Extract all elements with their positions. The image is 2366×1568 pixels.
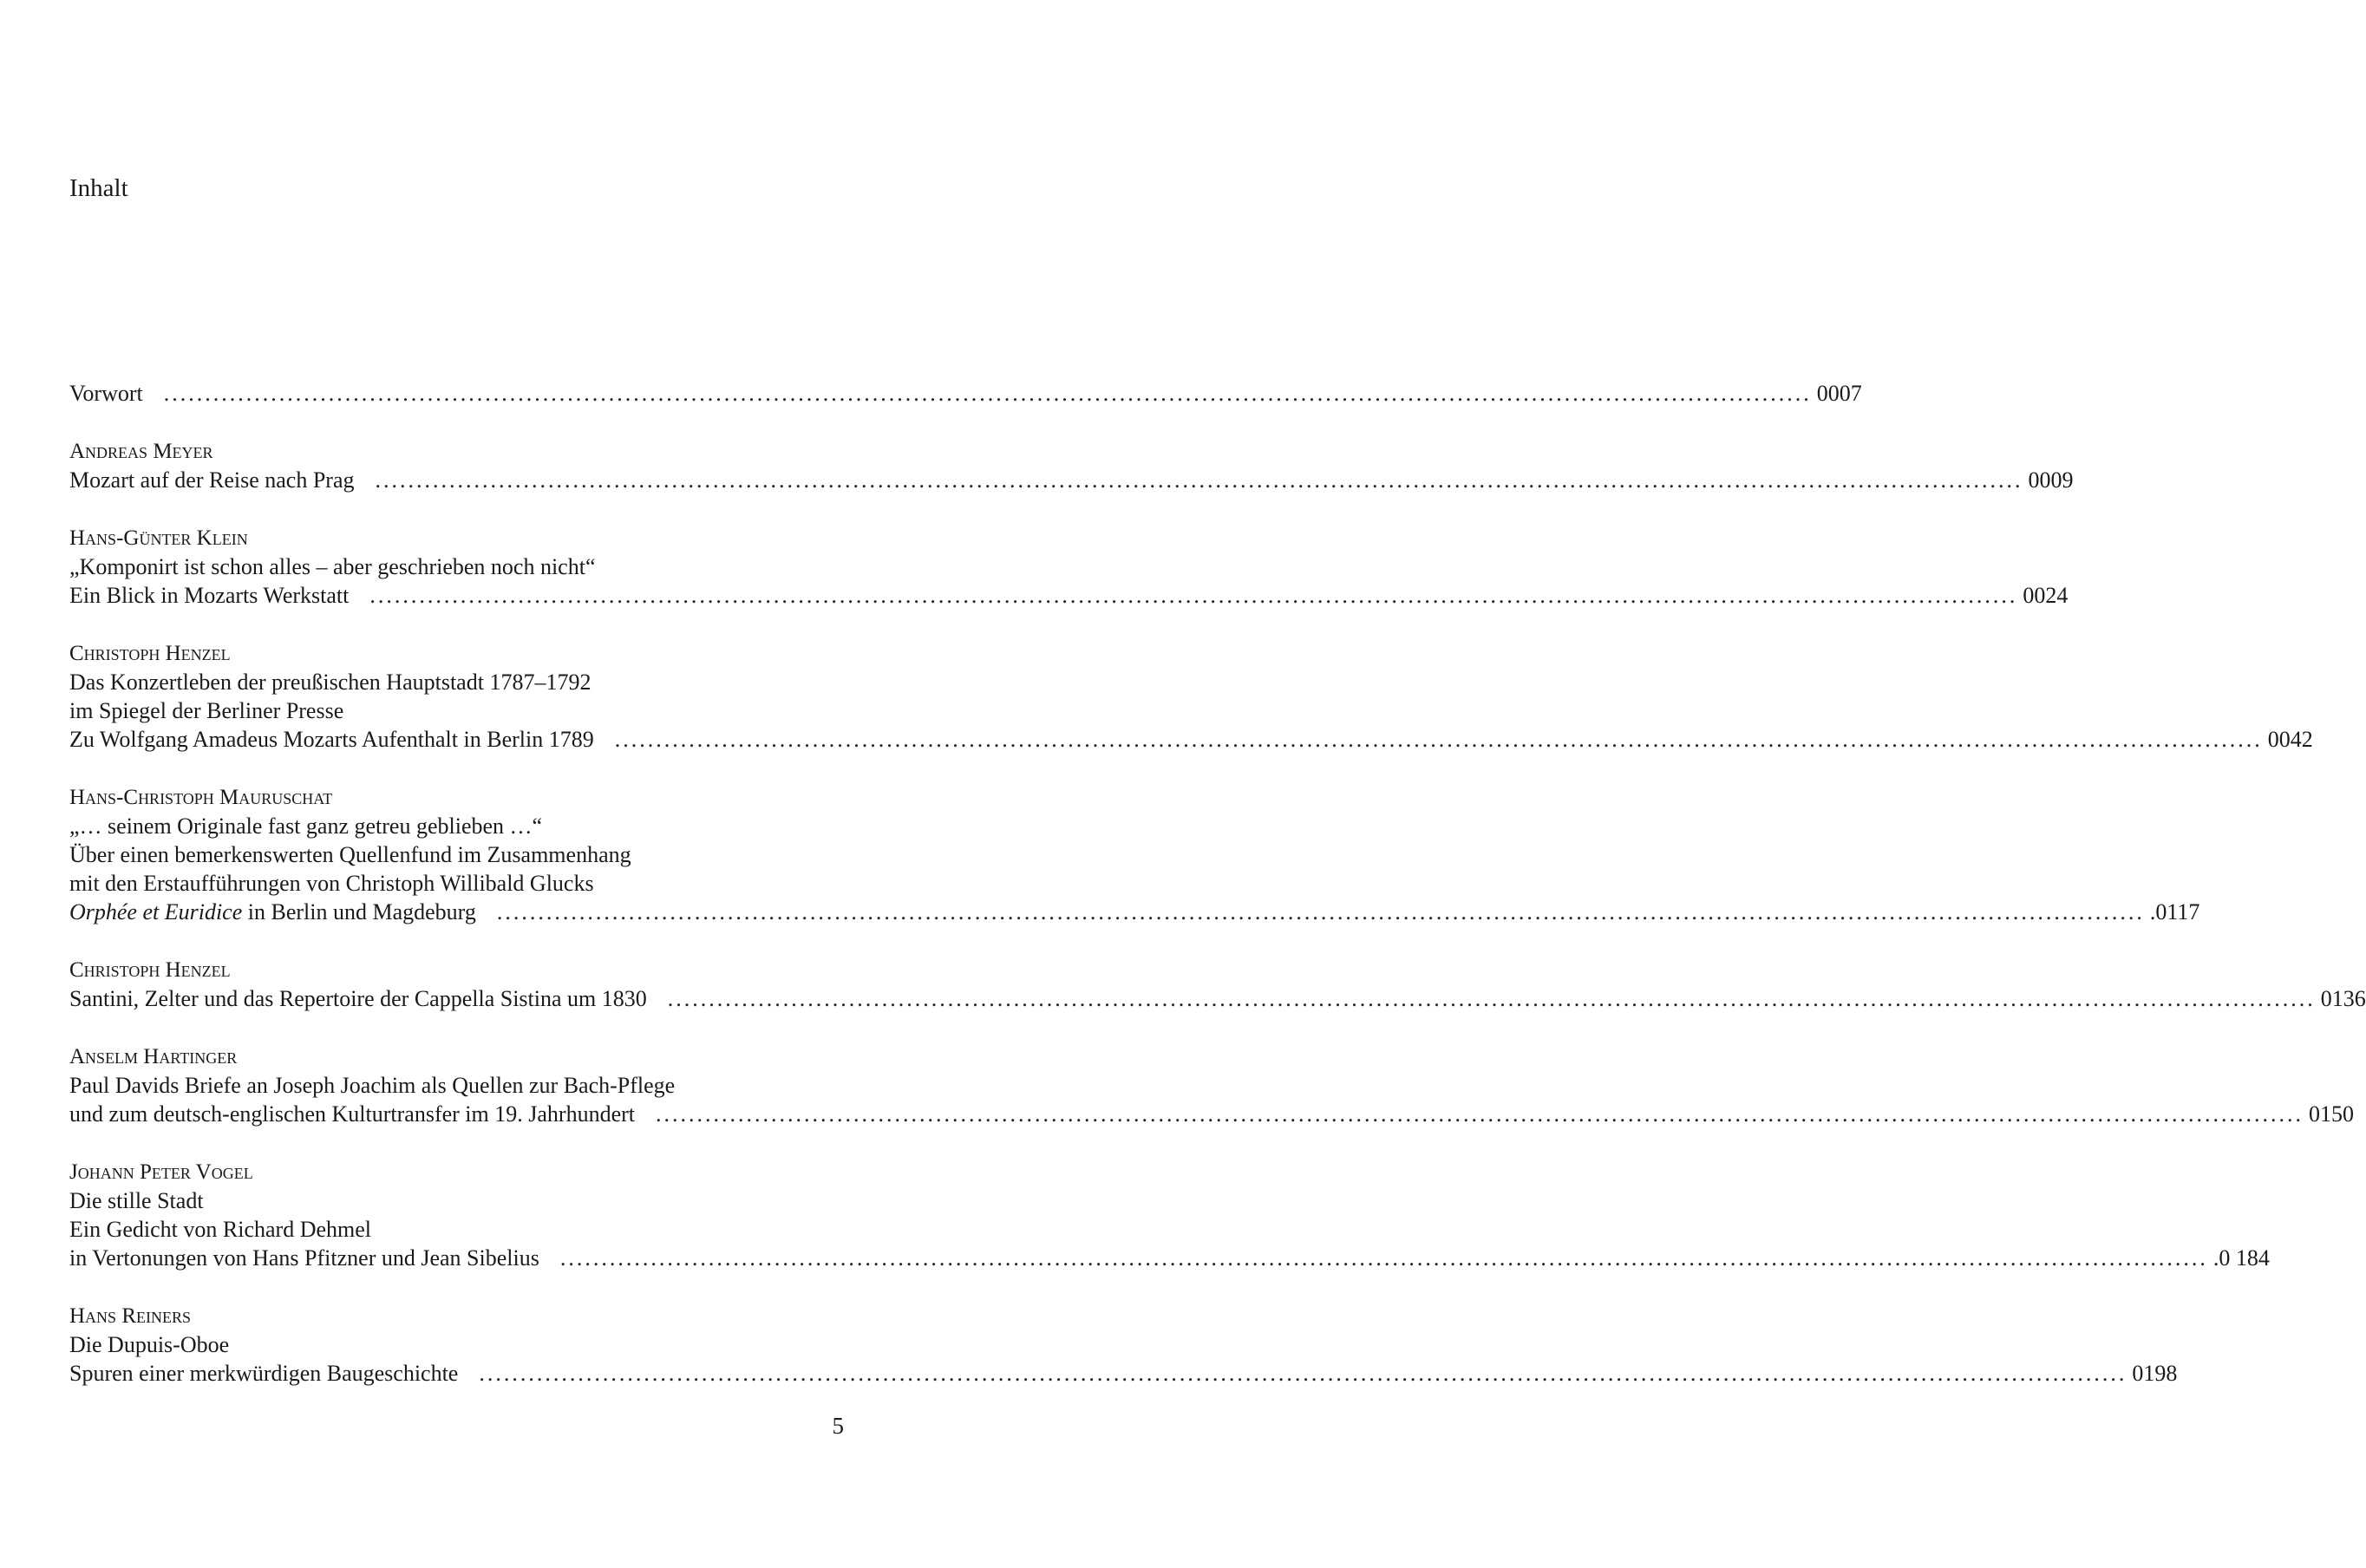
toc-entry — [69, 1302, 2178, 1388]
leader-dots: ........................................................................................................................................................................................................ — [614, 727, 2263, 752]
leader-dots: ........................................................................................................................................................................................................ — [656, 1101, 2304, 1127]
toc-title-line — [69, 1244, 2270, 1272]
toc-entry — [69, 437, 2074, 494]
entry-title-italic: Orphée et Euridice — [69, 899, 243, 924]
toc-entry — [69, 956, 2366, 1013]
page-reference: .0117 — [2149, 899, 2200, 924]
leader-dots: ........................................................................................................................................................................................................ — [559, 1245, 2208, 1271]
toc-entry — [69, 783, 2200, 926]
toc-title-line — [69, 1100, 2354, 1128]
toc-entry — [69, 639, 2313, 754]
toc-title-line — [69, 984, 2366, 1013]
toc-title-line — [69, 379, 1862, 408]
page-reference: 0024 — [2023, 583, 2069, 608]
entry-title: Zu Wolfgang Amadeus Mozarts Aufenthalt in Berlin 1789 — [69, 727, 594, 752]
entry-author: Andreas Meyer — [69, 440, 213, 463]
toc-entry — [69, 524, 2069, 610]
toc-entry — [69, 1158, 2270, 1272]
toc-title-line — [69, 581, 2069, 610]
toc-entry — [69, 1042, 2354, 1128]
page-reference: 0009 — [2028, 467, 2074, 493]
leader-dots: ........................................................................................................................................................................................................ — [369, 583, 2018, 608]
entry-author: Christoph Henzel — [69, 642, 231, 665]
entry-subtitle-line: mit den Erstaufführungen von Christoph Willibald Glucks — [69, 871, 594, 896]
entry-title: in Vertonungen von Hans Pfitzner und Jean Sibelius — [69, 1245, 539, 1271]
leader-dots: ........................................................................................................................................................................................................ — [479, 1361, 2127, 1386]
page-title: Inhalt — [69, 174, 128, 202]
entry-author: Christoph Henzel — [69, 958, 231, 982]
leader-dots: ........................................................................................................................................................................................................ — [667, 986, 2316, 1011]
page-reference: .0 184 — [2212, 1245, 2270, 1271]
entry-author: Hans-Christoph Mauruschat — [69, 786, 333, 809]
toc-title-line — [69, 1359, 2178, 1388]
page-reference: 0007 — [1816, 381, 1862, 406]
entry-title-rest: in Berlin und Magdeburg — [242, 899, 476, 924]
table-of-contents — [69, 379, 2366, 1417]
entry-author: Johann Peter Vogel — [69, 1160, 253, 1184]
entry-subtitle-line: Die Dupuis-Oboe — [69, 1332, 230, 1357]
entry-subtitle-line: Über einen bemerkenswerten Quellenfund im Zusammenhang — [69, 842, 631, 867]
leader-dots: ........................................................................................................................................................................................................ — [496, 899, 2145, 924]
page-reference: 0150 — [2309, 1101, 2354, 1127]
entry-author: Hans-Günter Klein — [69, 526, 248, 550]
entry-title: Mozart auf der Reise nach Prag — [69, 467, 355, 493]
entry-author: Hans Reiners — [69, 1304, 191, 1328]
page-reference: 0136 — [2320, 986, 2366, 1011]
entry-title: Ein Blick in Mozarts Werkstatt — [69, 583, 350, 608]
entry-subtitle-line: im Spiegel der Berliner Presse — [69, 698, 344, 723]
entry-subtitle-line: „Komponirt ist schon alles – aber geschrieben noch nicht“ — [69, 554, 596, 579]
entry-title: Spuren einer merkwürdigen Baugeschichte — [69, 1361, 459, 1386]
entry-subtitle-line: „… seinem Originale fast ganz getreu geblieben …“ — [69, 813, 543, 839]
entry-subtitle-line: Das Konzertleben der preußischen Hauptstadt 1787–1792 — [69, 670, 592, 695]
entry-subtitle-line: Die stille Stadt — [69, 1188, 204, 1213]
toc-title-line — [69, 898, 2200, 926]
entry-title: und zum deutsch-englischen Kulturtransfer im 19. Jahrhundert — [69, 1101, 635, 1127]
entry-title: Vorwort — [69, 381, 143, 406]
page-reference: 0198 — [2132, 1361, 2178, 1386]
leader-dots: ........................................................................................................................................................................................................ — [375, 467, 2023, 493]
toc-title-line — [69, 725, 2313, 754]
leader-dots: ........................................................................................................................................................................................................ — [163, 381, 1812, 406]
entry-title: Santini, Zelter und das Repertoire der Cappella Sistina um 1830 — [69, 986, 647, 1011]
page-number: 5 — [832, 1413, 844, 1439]
toc-entry — [69, 379, 1862, 408]
page-reference: 0042 — [2267, 727, 2313, 752]
entry-subtitle-line: Ein Gedicht von Richard Dehmel — [69, 1217, 372, 1242]
toc-title-line — [69, 466, 2074, 494]
entry-subtitle-line: Paul Davids Briefe an Joseph Joachim als Quellen zur Bach-Pflege — [69, 1073, 676, 1098]
entry-title — [69, 898, 476, 926]
entry-author: Anselm Hartinger — [69, 1045, 238, 1068]
